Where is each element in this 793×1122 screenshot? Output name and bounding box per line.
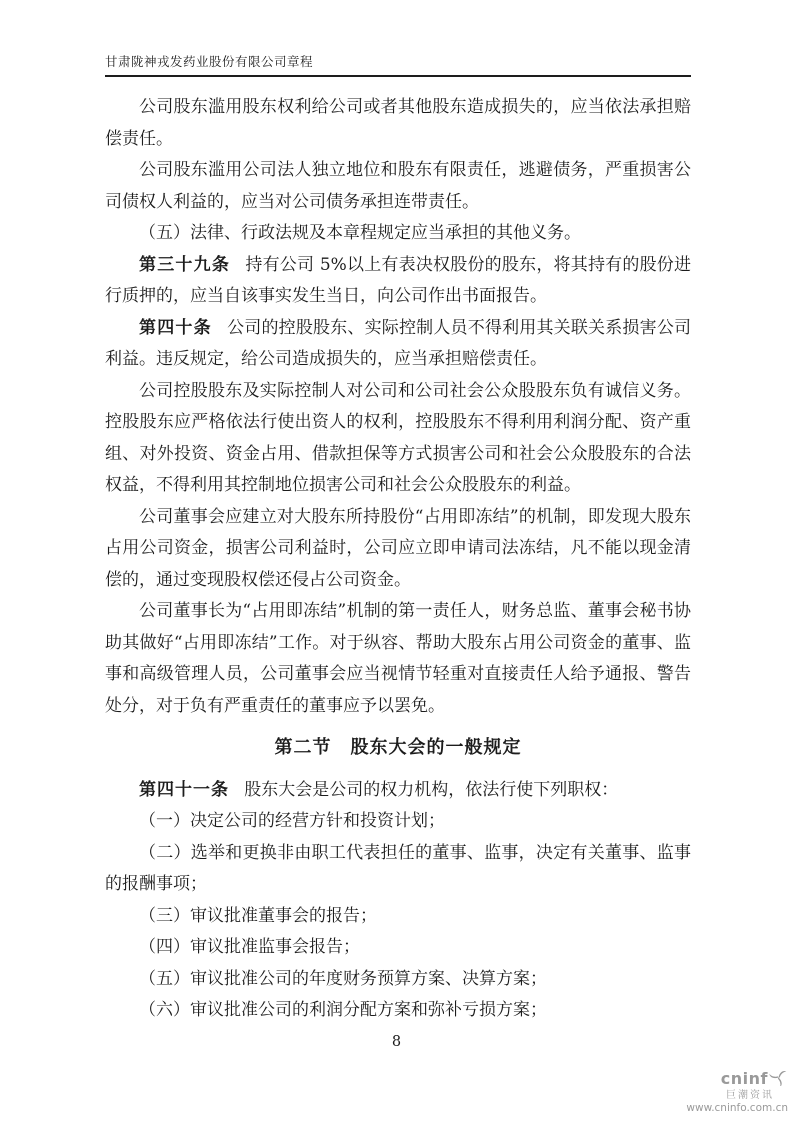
- paragraph: [105, 838, 691, 901]
- paragraph-text: （三）审议批准董事会的报告；: [139, 905, 377, 926]
- paragraph: [105, 250, 691, 313]
- paragraph: [105, 964, 691, 996]
- paragraph-text: 公司控股股东及实际控制人对公司和公司社会公众股股东负有诚信义务。控股股东应严格依法行使出资人的权利，控股股东不得利用利润分配、资产重组、对外投资、资金占用、借款担保等方式损害公司和社会公众股股东的合法权益，不得利用其控制地位损害公司和社会公众股股东的利益。: [105, 380, 691, 495]
- paragraph: [105, 376, 691, 502]
- paragraph-text: （六）审议批准公司的利润分配方案和弥补亏损方案；: [139, 1000, 547, 1020]
- paragraph-text: 公司董事会应建立对大股东所持股份“占用即冻结”的机制，即发现大股东占用公司资金，损害公司利益时，公司应立即申请司法冻结，凡不能以现金清偿的，通过变现股权偿还侵占公司资金。: [105, 506, 691, 590]
- paragraph-text: 公司董事长为“占用即冻结”机制的第一责任人，财务总监、董事会秘书协助其做好“占用即冻结”工作。对于纵容、帮助大股东占用公司资金的董事、监事和高级管理人员，公司董事会应当视情节轻重对直接责任人给予通报、警告处分，对于负有严重责任的董事应予以罢免。: [105, 601, 691, 716]
- paragraph-text: 第二节 股东大会的一般规定: [274, 737, 522, 758]
- paragraph-text: 公司的控股股东、实际控制人员不得利用其关联关系损害公司利益。违反规定，给公司造成损失的，应当承担赔偿责任。: [105, 317, 692, 369]
- paragraph: [105, 901, 691, 933]
- paragraph: [105, 775, 691, 807]
- paragraph-text: （五）审议批准公司的年度财务预算方案、决算方案；: [139, 968, 547, 989]
- cninfo-brand-row: [721, 1069, 788, 1090]
- paragraph: [105, 92, 691, 155]
- paragraph-text: 公司股东滥用公司法人独立地位和股东有限责任，逃避债务，严重损害公司债权人利益的，应当对公司债务承担连带责任。: [105, 160, 691, 212]
- paragraph: [105, 596, 691, 722]
- paragraph-text: （四）审议批准监事会报告；: [139, 937, 360, 957]
- document-header-title: 甘肃陇神戎发药业股份有限公司章程: [105, 52, 691, 77]
- paragraph-text: （二）选举和更换非由职工代表担任的董事、监事，决定有关董事、监事的报酬事项；: [105, 842, 691, 894]
- paragraph-text: （一）决定公司的经营方针和投资计划；: [139, 811, 445, 831]
- cninfo-swirl-icon: [769, 1069, 788, 1090]
- paragraph: [105, 155, 691, 218]
- paragraph: [105, 313, 691, 376]
- article-number: 第四十一条: [139, 779, 229, 800]
- document-body: [105, 92, 691, 1027]
- cninfo-caption: 巨潮资讯: [726, 1090, 774, 1102]
- page-number: 8: [391, 1034, 402, 1050]
- section-heading: [105, 732, 691, 764]
- paragraph: [105, 806, 691, 838]
- paragraph-text: 持有公司 5%以上有表决权股份的股东，将其持有的股份进行质押的，应当自该事实发生当日，向公司作出书面报告。: [105, 254, 692, 306]
- paragraph-text: （五）法律、行政法规及本章程规定应当承担的其他义务。: [139, 223, 581, 243]
- article-number: 第四十条: [139, 317, 212, 338]
- paragraph: [105, 995, 691, 1027]
- cninfo-brand-text: cninf: [720, 1069, 768, 1089]
- paragraph: [105, 218, 691, 250]
- cninfo-website: www.cninfo.com.cn: [686, 1102, 788, 1115]
- paragraph-text: 公司股东滥用股东权利给公司或者其他股东造成损失的，应当依法承担赔偿责任。: [105, 97, 691, 149]
- paragraph: [105, 502, 691, 597]
- paragraph: [105, 932, 691, 964]
- article-number: 第三十九条: [139, 254, 231, 275]
- cninfo-logo: [686, 1069, 788, 1115]
- paragraph-text: 股东大会是公司的权力机构，依法行使下列职权：: [244, 779, 619, 800]
